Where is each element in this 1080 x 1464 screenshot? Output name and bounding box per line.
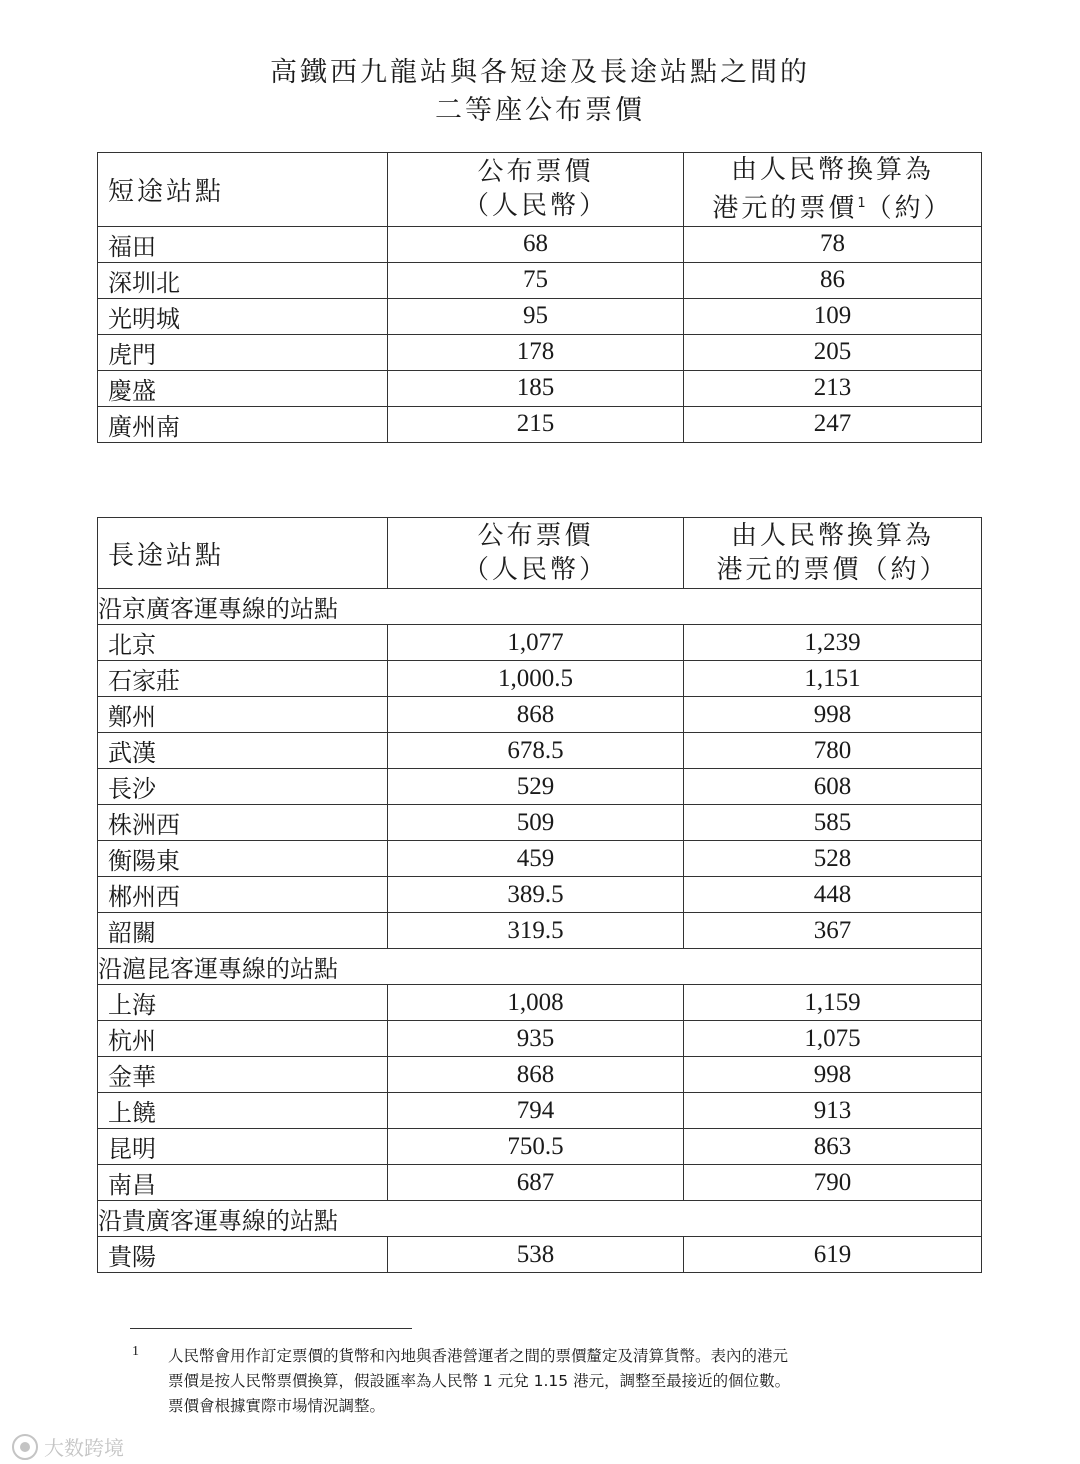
rmb-price: 750.5 [388, 1129, 684, 1165]
station-name: 杭州 [98, 1021, 388, 1057]
rmb-price: 178 [388, 334, 684, 370]
hkd-price: 998 [684, 1057, 982, 1093]
group-name: 沿滬昆客運專線的站點 [98, 949, 982, 985]
station-name: 南昌 [98, 1165, 388, 1201]
station-name: 長沙 [98, 769, 388, 805]
rmb-price: 794 [388, 1093, 684, 1129]
header-station: 短途站點 [98, 153, 388, 227]
table-row [98, 1129, 982, 1165]
header-hkd-price [684, 518, 982, 589]
hkd-price: 585 [684, 805, 982, 841]
hkd-price: 528 [684, 841, 982, 877]
header-hkd-line1: 由人民幣換算為 [730, 155, 934, 185]
footnote-reference: 1 [857, 196, 866, 211]
hkd-price: 608 [684, 769, 982, 805]
rmb-price: 678.5 [388, 733, 684, 769]
station-name: 衡陽東 [98, 841, 388, 877]
station-name: 慶盛 [98, 370, 388, 406]
group-name: 沿貴廣客運專線的站點 [98, 1201, 982, 1237]
header-station: 長途站點 [98, 518, 388, 589]
rmb-price: 1,000.5 [388, 661, 684, 697]
rmb-price: 868 [388, 697, 684, 733]
rmb-price: 509 [388, 805, 684, 841]
table-row [98, 370, 982, 406]
station-name: 上海 [98, 985, 388, 1021]
table-row [98, 733, 982, 769]
hkd-price: 619 [684, 1237, 982, 1273]
header-rmb-price [388, 153, 684, 227]
rmb-price: 868 [388, 1057, 684, 1093]
table-row [98, 913, 982, 949]
station-name: 廣州南 [98, 406, 388, 442]
long-route-fare-table [97, 517, 982, 1273]
header-hkd-line2-wrap [684, 187, 981, 226]
footnote-line: 人民幣會用作訂定票價的貨幣和內地與香港營運者之間的票價釐定及清算貨幣。表內的港元 [168, 1347, 789, 1365]
table-header-row [98, 518, 982, 589]
rmb-price: 185 [388, 370, 684, 406]
group-header-row [98, 949, 982, 985]
header-rmb-line2: （人民幣） [462, 191, 608, 222]
rmb-price: 538 [388, 1237, 684, 1273]
group-header-row [98, 1201, 982, 1237]
hkd-price: 78 [684, 226, 982, 262]
footnote-line: 票價會根據實際市場情況調整。 [168, 1397, 386, 1415]
footnote-divider [130, 1328, 412, 1329]
table-row [98, 1057, 982, 1093]
station-name: 韶關 [98, 913, 388, 949]
hkd-price: 109 [684, 298, 982, 334]
hkd-price: 247 [684, 406, 982, 442]
station-name: 金華 [98, 1057, 388, 1093]
rmb-price: 687 [388, 1165, 684, 1201]
table-row [98, 697, 982, 733]
rmb-price: 935 [388, 1021, 684, 1057]
hkd-price: 205 [684, 334, 982, 370]
station-name: 石家莊 [98, 661, 388, 697]
table-row [98, 334, 982, 370]
table-row [98, 226, 982, 262]
station-name: 株洲西 [98, 805, 388, 841]
rmb-price: 68 [388, 226, 684, 262]
document-title-line2: 二等座公布票價 [435, 95, 645, 126]
station-name: 武漢 [98, 733, 388, 769]
hkd-price: 367 [684, 913, 982, 949]
hkd-price: 1,075 [684, 1021, 982, 1057]
table-row [98, 661, 982, 697]
rmb-price: 389.5 [388, 877, 684, 913]
header-rmb-price [388, 518, 684, 589]
rmb-price: 95 [388, 298, 684, 334]
header-rmb-line1: 公布票價 [477, 157, 594, 188]
hkd-price: 998 [684, 697, 982, 733]
rmb-price: 1,008 [388, 985, 684, 1021]
hkd-price: 86 [684, 262, 982, 298]
station-name: 光明城 [98, 298, 388, 334]
hkd-price: 780 [684, 733, 982, 769]
hkd-price: 863 [684, 1129, 982, 1165]
header-hkd-line2: 港元的票價（約） [716, 555, 949, 585]
group-header-row [98, 589, 982, 625]
hkd-price: 1,159 [684, 985, 982, 1021]
station-name: 上饒 [98, 1093, 388, 1129]
table-row [98, 1021, 982, 1057]
footnote-mark: 1 [132, 1344, 139, 1359]
header-hkd-price [684, 153, 982, 227]
header-hkd-line1: 由人民幣換算為 [730, 521, 934, 551]
rmb-price: 215 [388, 406, 684, 442]
logo-icon [12, 1434, 38, 1460]
table-row [98, 298, 982, 334]
station-name: 虎門 [98, 334, 388, 370]
rmb-price: 459 [388, 841, 684, 877]
station-name: 鄭州 [98, 697, 388, 733]
table-row [98, 406, 982, 442]
document-title-line1: 高鐵西九龍站與各短途及長途站點之間的 [270, 57, 810, 88]
table-row [98, 769, 982, 805]
short-route-fare-table [97, 152, 982, 443]
header-hkd-line2: 港元的票價 [712, 193, 858, 224]
hkd-price: 448 [684, 877, 982, 913]
table-row [98, 841, 982, 877]
watermark-text: 大数跨境 [44, 1436, 124, 1460]
table-row [98, 625, 982, 661]
table-row [98, 805, 982, 841]
station-name: 貴陽 [98, 1237, 388, 1273]
table-row [98, 877, 982, 913]
hkd-price: 913 [684, 1093, 982, 1129]
rmb-price: 529 [388, 769, 684, 805]
header-hkd-line2-suffix: （約） [865, 193, 953, 224]
table-header-row [98, 153, 982, 227]
station-name: 深圳北 [98, 262, 388, 298]
station-name: 郴州西 [98, 877, 388, 913]
table-row [98, 262, 982, 298]
footnote-text [168, 1344, 958, 1419]
watermark [12, 1432, 124, 1461]
hkd-price: 213 [684, 370, 982, 406]
header-rmb-line1: 公布票價 [477, 521, 594, 551]
station-name: 昆明 [98, 1129, 388, 1165]
hkd-price: 1,239 [684, 625, 982, 661]
footnote-line: 票價是按人民幣票價換算，假設匯率為人民幣 1 元兌 1.15 港元，調整至最接近的個位數。 [168, 1372, 791, 1390]
station-name: 福田 [98, 226, 388, 262]
table-row [98, 1093, 982, 1129]
header-rmb-line2: （人民幣） [462, 555, 608, 585]
hkd-price: 1,151 [684, 661, 982, 697]
rmb-price: 75 [388, 262, 684, 298]
table-row [98, 985, 982, 1021]
rmb-price: 319.5 [388, 913, 684, 949]
table-row [98, 1237, 982, 1273]
rmb-price: 1,077 [388, 625, 684, 661]
table-row [98, 1165, 982, 1201]
station-name: 北京 [98, 625, 388, 661]
hkd-price: 790 [684, 1165, 982, 1201]
group-name: 沿京廣客運專線的站點 [98, 589, 982, 625]
